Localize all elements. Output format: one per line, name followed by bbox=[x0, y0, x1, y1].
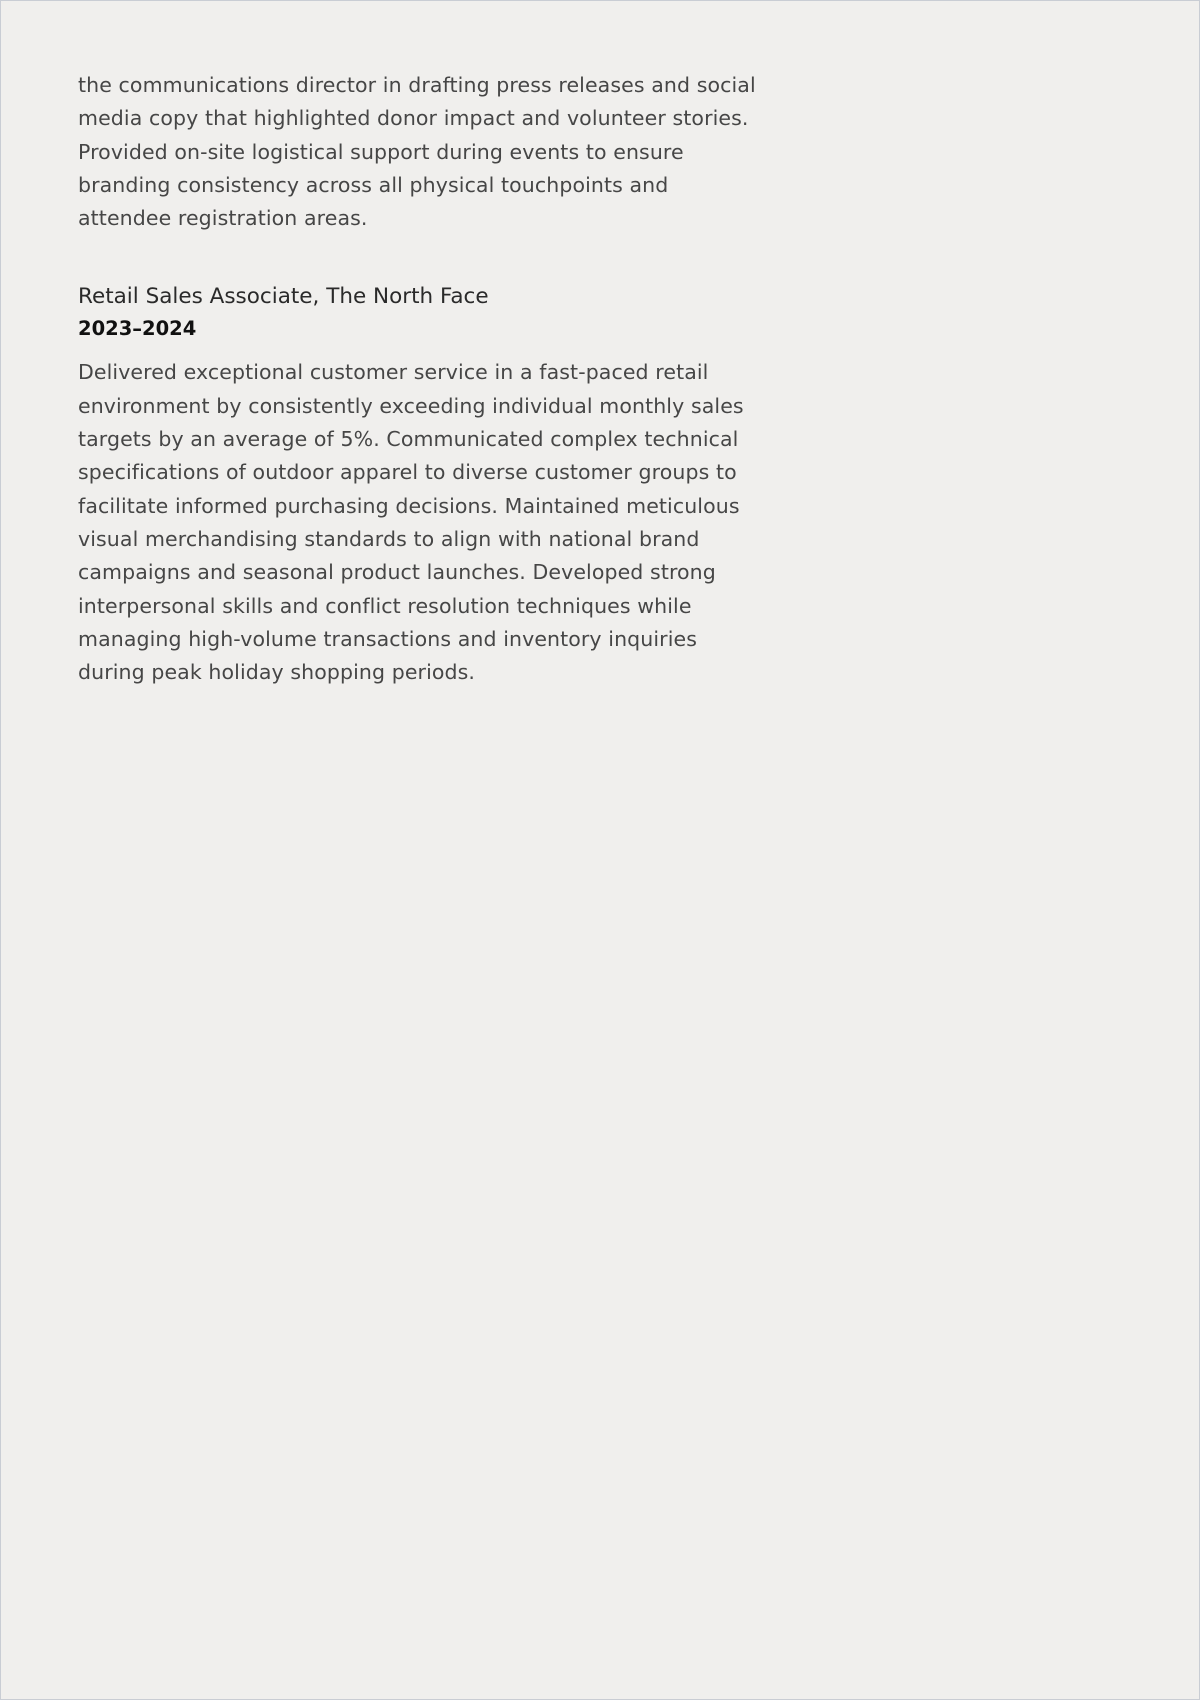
job-description: Delivered exceptional customer service in a fast-paced retail environment by consistently exceeding individual monthly sales targets by an average of 5%. Communicated complex technical specifications of outdoor apparel to diverse customer groups to facilitate informed purchasing decisions. Maintained meticulous visual merchandising standards to align with national brand campaigns and seasonal product launches. Developed strong interpersonal skills and conflict resolution techniques while managing high-volume transactions and inventory inquiries during peak holiday shopping periods. bbox=[78, 360, 744, 685]
experience-section bbox=[78, 69, 758, 689]
job-dates: 2023–2024 bbox=[78, 317, 197, 341]
job-title: Retail Sales Associate, The North Face bbox=[78, 284, 489, 310]
previous-entry-description: the communications director in drafting press releases and social media copy that highlighted donor impact and volunteer stories. Provided on-site logistical support during events to ensure branding consistency across all physical touchpoints and attendee registration areas. bbox=[78, 73, 756, 231]
